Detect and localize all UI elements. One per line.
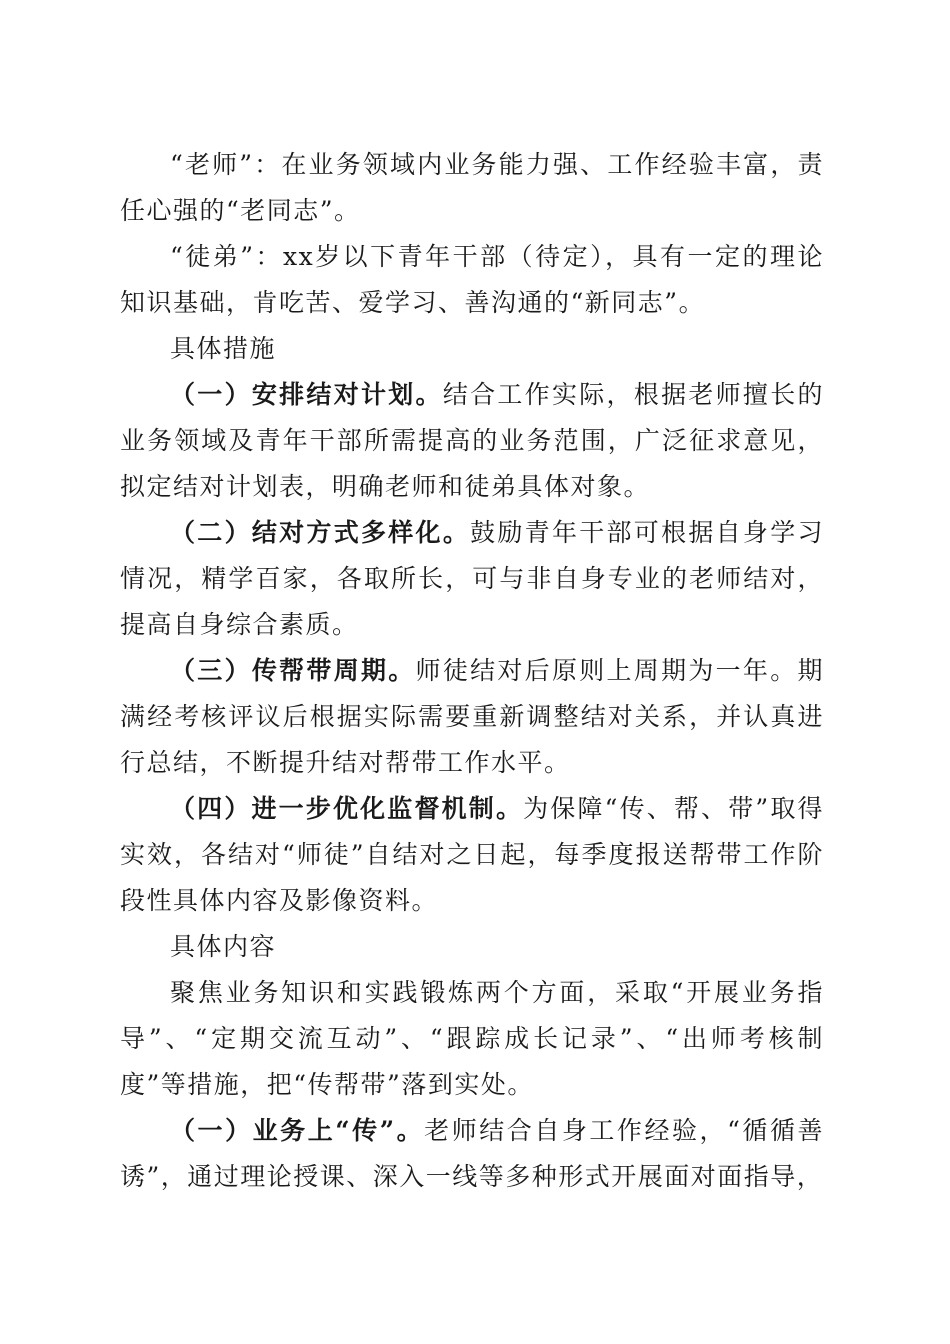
paragraph-content-intro: [120, 970, 824, 1108]
heading-text: 具体内容: [170, 932, 277, 961]
paragraph-measure-1: [120, 372, 824, 510]
paragraph-lead: （三）传帮带周期。: [170, 656, 416, 685]
paragraph-text: 结合工作实际，根据老师擅长的业务领域及青年干部所需提高的业务范围，广泛征求意见，拟定结对计划表，明确老师和徒弟具体对象。: [120, 380, 824, 501]
paragraph-apprentice-definition: [120, 234, 824, 326]
paragraph-measure-4: [120, 786, 824, 924]
paragraph-text: 老师结合自身工作经验，“循循善诱”，通过理论授课、深入一线等多种形式开展面对面指导，: [120, 1116, 824, 1191]
paragraph-text: 鼓励青年干部可根据自身学习情况，精学百家，各取所长，可与非自身专业的老师结对，提高自身综合素质。: [120, 518, 824, 639]
paragraph-lead: （一）业务上“传”。: [170, 1116, 425, 1145]
document-body: [120, 142, 824, 1200]
section-heading-measures: [120, 326, 824, 372]
paragraph-lead: （四）进一步优化监督机制。: [170, 794, 524, 823]
paragraph-text: “徒弟”：xx岁以下青年干部（待定），具有一定的理论知识基础，肯吃苦、爱学习、善沟通的“新同志”。: [120, 242, 824, 317]
paragraph-text: 为保障“传、帮、带”取得实效，各结对“师徒”自结对之日起，每季度报送帮带工作阶段性具体内容及影像资料。: [120, 794, 825, 915]
paragraph-lead: （二）结对方式多样化。: [170, 518, 471, 547]
paragraph-measure-2: [120, 510, 824, 648]
paragraph-text: 聚焦业务知识和实践锻炼两个方面，采取“开展业务指导”、“定期交流互动”、“跟踪成长记录”、“出师考核制度”等措施，把“传帮带”落到实处。: [120, 978, 824, 1099]
paragraph-text: 师徒结对后原则上周期为一年。期满经考核评议后根据实际需要重新调整结对关系，并认真进行总结，不断提升结对帮带工作水平。: [120, 656, 824, 777]
section-heading-content: [120, 924, 824, 970]
paragraph-lead: （一）安排结对计划。: [170, 380, 443, 409]
paragraph-text: “老师”：在业务领域内业务能力强、工作经验丰富，责任心强的“老同志”。: [120, 150, 824, 225]
paragraph-measure-3: [120, 648, 824, 786]
paragraph-teacher-definition: [120, 142, 824, 234]
paragraph-content-1: [120, 1108, 824, 1200]
heading-text: 具体措施: [170, 334, 277, 363]
